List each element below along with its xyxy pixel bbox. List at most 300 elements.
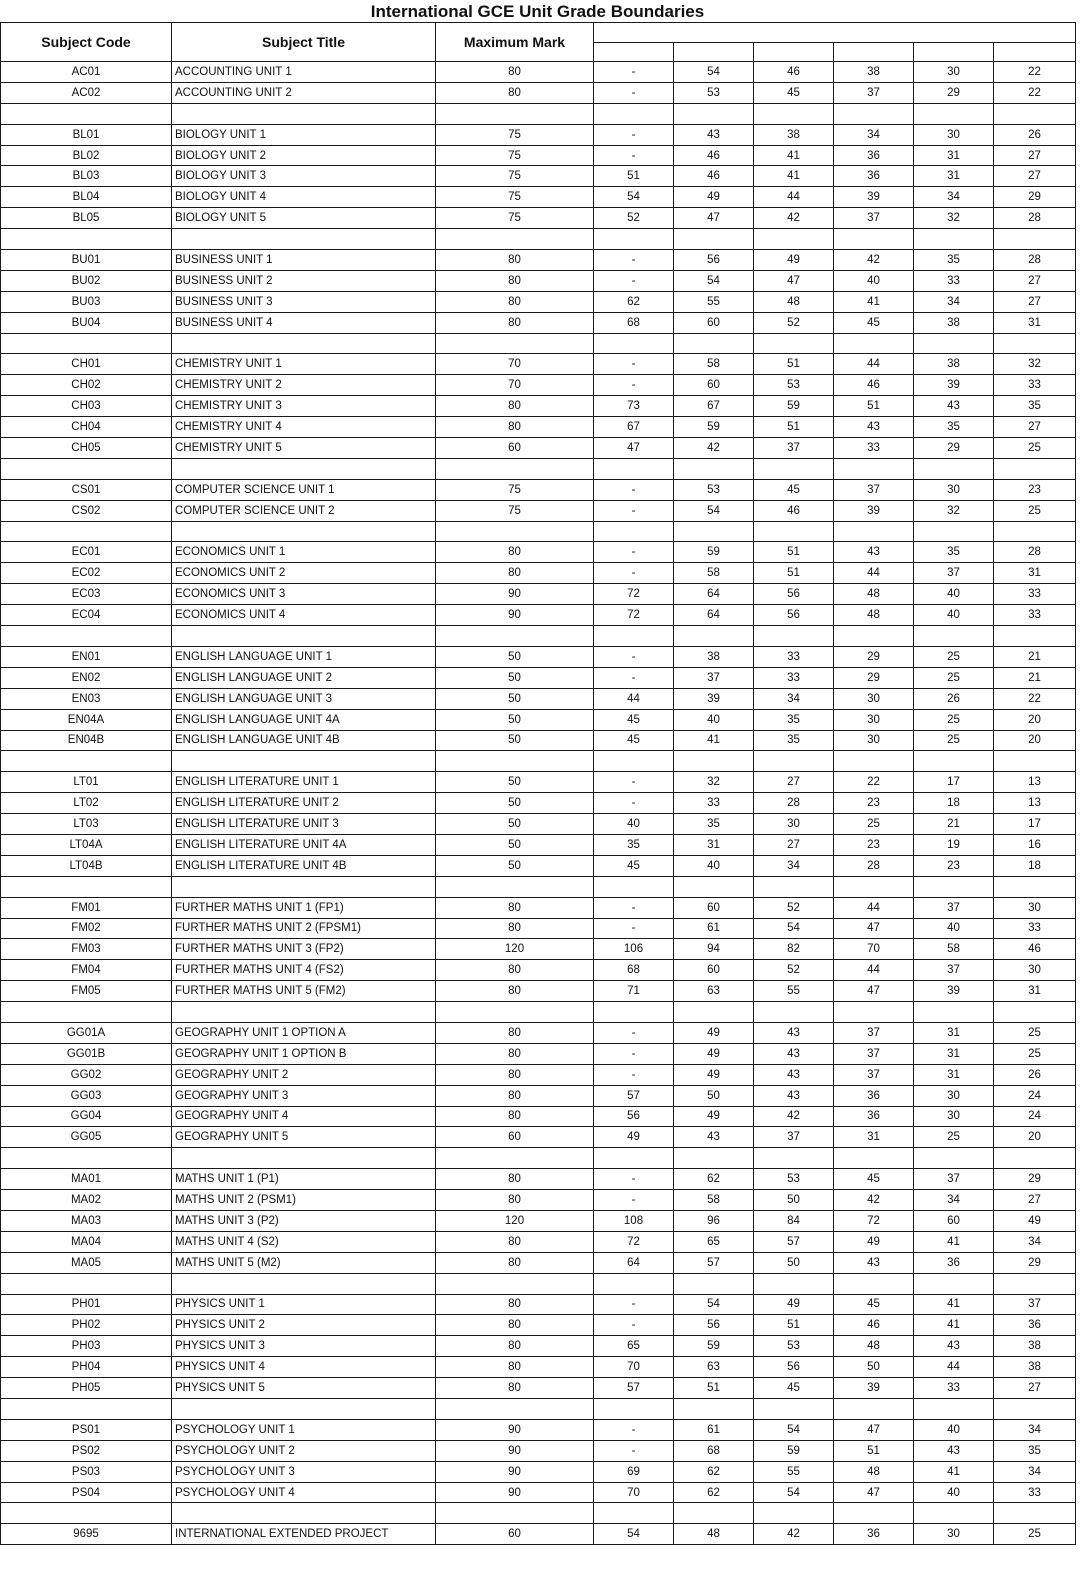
empty-cell bbox=[834, 333, 914, 354]
maximum-mark: 90 bbox=[436, 1440, 594, 1461]
grade-boundary: 43 bbox=[914, 396, 994, 417]
grade-boundary: 63 bbox=[674, 981, 754, 1002]
grade-boundary: 37 bbox=[914, 563, 994, 584]
subject-code: LT04A bbox=[1, 834, 172, 855]
subject-code: PH05 bbox=[1, 1378, 172, 1399]
table-row bbox=[1, 709, 1076, 730]
maximum-mark: 120 bbox=[436, 1210, 594, 1231]
subject-title: PHYSICS UNIT 3 bbox=[172, 1336, 436, 1357]
grade-boundary: 41 bbox=[754, 145, 834, 166]
subject-code: AC02 bbox=[1, 82, 172, 103]
grade-boundary: 23 bbox=[834, 834, 914, 855]
empty-cell bbox=[674, 103, 754, 124]
grade-boundary: 25 bbox=[994, 500, 1076, 521]
grade-boundary: - bbox=[594, 500, 674, 521]
empty-cell bbox=[914, 1002, 994, 1023]
grade-boundary: 22 bbox=[994, 688, 1076, 709]
grade-boundary: 48 bbox=[834, 1336, 914, 1357]
grade-boundary: 25 bbox=[994, 1524, 1076, 1545]
table-row bbox=[1, 563, 1076, 584]
grade-boundary: 45 bbox=[834, 1294, 914, 1315]
grade-boundary: 34 bbox=[914, 187, 994, 208]
empty-cell bbox=[674, 229, 754, 250]
grade-boundary: 34 bbox=[754, 688, 834, 709]
grade-boundary: 28 bbox=[994, 208, 1076, 229]
grade-boundary: 50 bbox=[754, 1252, 834, 1273]
empty-cell bbox=[994, 458, 1076, 479]
grade-boundary: 62 bbox=[594, 291, 674, 312]
maximum-mark: 80 bbox=[436, 563, 594, 584]
subject-title: COMPUTER SCIENCE UNIT 1 bbox=[172, 479, 436, 500]
grade-boundary: 34 bbox=[914, 1190, 994, 1211]
empty-cell bbox=[436, 751, 594, 772]
empty-cell bbox=[172, 751, 436, 772]
empty-cell bbox=[674, 1399, 754, 1420]
grade-boundary: 36 bbox=[834, 166, 914, 187]
grade-boundary: 45 bbox=[834, 1169, 914, 1190]
subject-title: FURTHER MATHS UNIT 5 (FM2) bbox=[172, 981, 436, 1002]
empty-cell bbox=[674, 521, 754, 542]
subject-title: MATHS UNIT 1 (P1) bbox=[172, 1169, 436, 1190]
grade-boundary: 33 bbox=[994, 1482, 1076, 1503]
grade-boundary: 30 bbox=[994, 897, 1076, 918]
maximum-mark: 50 bbox=[436, 855, 594, 876]
grade-boundary: 62 bbox=[674, 1461, 754, 1482]
grade-boundary: 40 bbox=[674, 709, 754, 730]
grade-boundary: - bbox=[594, 1190, 674, 1211]
grade-boundary: 35 bbox=[914, 417, 994, 438]
grade-boundary: 37 bbox=[834, 1064, 914, 1085]
spacer-row bbox=[1, 1148, 1076, 1169]
grade-boundary: 44 bbox=[834, 897, 914, 918]
grade-boundary: 20 bbox=[994, 730, 1076, 751]
grade-boundary: 31 bbox=[674, 834, 754, 855]
grade-boundary: 73 bbox=[594, 396, 674, 417]
table-row bbox=[1, 730, 1076, 751]
maximum-mark: 80 bbox=[436, 1106, 594, 1127]
maximum-mark: 80 bbox=[436, 291, 594, 312]
grade-boundary: 43 bbox=[754, 1064, 834, 1085]
grade-boundary: 30 bbox=[914, 1085, 994, 1106]
empty-cell bbox=[594, 1503, 674, 1524]
grade-boundary: 35 bbox=[994, 396, 1076, 417]
grade-boundary: 47 bbox=[594, 438, 674, 459]
maximum-mark: 70 bbox=[436, 375, 594, 396]
subject-title: ENGLISH LITERATURE UNIT 1 bbox=[172, 772, 436, 793]
empty-cell bbox=[436, 229, 594, 250]
spacer-row bbox=[1, 521, 1076, 542]
grade-boundary: 21 bbox=[994, 667, 1076, 688]
grade-boundary: 68 bbox=[594, 312, 674, 333]
grade-boundary: 71 bbox=[594, 981, 674, 1002]
subject-code: EC02 bbox=[1, 563, 172, 584]
empty-cell bbox=[436, 1002, 594, 1023]
grade-boundary: 45 bbox=[754, 1378, 834, 1399]
maximum-mark: 80 bbox=[436, 417, 594, 438]
grade-boundary: 56 bbox=[754, 1357, 834, 1378]
grade-boundary: 46 bbox=[754, 62, 834, 83]
grade-boundary: 36 bbox=[834, 1085, 914, 1106]
grade-boundary: 30 bbox=[834, 688, 914, 709]
subject-title: MATHS UNIT 5 (M2) bbox=[172, 1252, 436, 1273]
subject-code: FM05 bbox=[1, 981, 172, 1002]
subject-code: PH01 bbox=[1, 1294, 172, 1315]
subject-code: FM02 bbox=[1, 918, 172, 939]
grade-boundary: 36 bbox=[994, 1315, 1076, 1336]
grade-boundary: 27 bbox=[994, 1378, 1076, 1399]
grade-boundary: 51 bbox=[754, 542, 834, 563]
grade-boundary: 72 bbox=[594, 1231, 674, 1252]
subject-code: MA05 bbox=[1, 1252, 172, 1273]
table-row bbox=[1, 1043, 1076, 1064]
empty-cell bbox=[594, 1399, 674, 1420]
maximum-mark: 75 bbox=[436, 479, 594, 500]
empty-cell bbox=[594, 876, 674, 897]
grade-boundary: 20 bbox=[994, 709, 1076, 730]
grade-boundary: 40 bbox=[914, 918, 994, 939]
grade-boundary: 50 bbox=[754, 1190, 834, 1211]
subject-code: PS04 bbox=[1, 1482, 172, 1503]
grade-boundary: - bbox=[594, 270, 674, 291]
empty-cell bbox=[674, 626, 754, 647]
grade-boundary: 37 bbox=[834, 1043, 914, 1064]
grade-boundary: 41 bbox=[674, 730, 754, 751]
empty-cell bbox=[436, 876, 594, 897]
table-row bbox=[1, 939, 1076, 960]
empty-cell bbox=[754, 333, 834, 354]
grade-boundary: 41 bbox=[914, 1294, 994, 1315]
grade-boundary: 62 bbox=[674, 1482, 754, 1503]
grade-boundary: 48 bbox=[834, 1461, 914, 1482]
empty-cell bbox=[914, 1503, 994, 1524]
empty-cell bbox=[994, 521, 1076, 542]
grade-boundary: 54 bbox=[594, 187, 674, 208]
grade-boundary: 27 bbox=[994, 270, 1076, 291]
grade-boundary: - bbox=[594, 82, 674, 103]
grade-boundary: - bbox=[594, 646, 674, 667]
grade-boundary: 108 bbox=[594, 1210, 674, 1231]
subject-code: MA03 bbox=[1, 1210, 172, 1231]
grade-boundary: 43 bbox=[754, 1043, 834, 1064]
empty-cell bbox=[754, 1273, 834, 1294]
table-row bbox=[1, 1106, 1076, 1127]
grade-boundary: 49 bbox=[834, 1231, 914, 1252]
grade-boundary: 30 bbox=[914, 479, 994, 500]
grade-boundary: 37 bbox=[834, 208, 914, 229]
grade-boundary: 42 bbox=[834, 1190, 914, 1211]
empty-cell bbox=[754, 1148, 834, 1169]
empty-cell bbox=[754, 1002, 834, 1023]
grade-boundary: 63 bbox=[674, 1357, 754, 1378]
table-row bbox=[1, 1190, 1076, 1211]
grade-boundary: 62 bbox=[674, 1169, 754, 1190]
table-row bbox=[1, 270, 1076, 291]
grade-boundary: 58 bbox=[674, 354, 754, 375]
subject-title: BIOLOGY UNIT 2 bbox=[172, 145, 436, 166]
grade-boundary: 22 bbox=[994, 82, 1076, 103]
empty-cell bbox=[834, 103, 914, 124]
grade-boundary: 59 bbox=[674, 1336, 754, 1357]
grade-boundary: - bbox=[594, 793, 674, 814]
grade-boundary: 29 bbox=[994, 1169, 1076, 1190]
grade-boundary: 33 bbox=[914, 1378, 994, 1399]
grade-boundary: 32 bbox=[994, 354, 1076, 375]
grade-boundary: 45 bbox=[594, 709, 674, 730]
maximum-mark: 80 bbox=[436, 918, 594, 939]
maximum-mark: 80 bbox=[436, 542, 594, 563]
table-row bbox=[1, 646, 1076, 667]
grade-boundary: 49 bbox=[674, 187, 754, 208]
grade-boundary: 31 bbox=[914, 166, 994, 187]
subject-title: ENGLISH LANGUAGE UNIT 4B bbox=[172, 730, 436, 751]
grade-boundary: 26 bbox=[994, 124, 1076, 145]
grade-boundary: - bbox=[594, 1169, 674, 1190]
grade-boundary: - bbox=[594, 1294, 674, 1315]
subject-title: BUSINESS UNIT 2 bbox=[172, 270, 436, 291]
grade-boundary: 64 bbox=[594, 1252, 674, 1273]
grade-boundary: 25 bbox=[994, 1022, 1076, 1043]
empty-cell bbox=[172, 333, 436, 354]
maximum-mark: 80 bbox=[436, 250, 594, 271]
empty-cell bbox=[834, 1399, 914, 1420]
grade-boundary: 43 bbox=[914, 1440, 994, 1461]
table-row bbox=[1, 438, 1076, 459]
subject-code: GG03 bbox=[1, 1085, 172, 1106]
subject-title: ENGLISH LANGUAGE UNIT 2 bbox=[172, 667, 436, 688]
grade-boundary: 37 bbox=[834, 1022, 914, 1043]
subject-title: GEOGRAPHY UNIT 1 OPTION A bbox=[172, 1022, 436, 1043]
grade-boundary: 43 bbox=[754, 1085, 834, 1106]
grade-boundary: 31 bbox=[914, 145, 994, 166]
grade-boundary: 34 bbox=[994, 1419, 1076, 1440]
grade-boundary: - bbox=[594, 1315, 674, 1336]
grade-boundary: 21 bbox=[914, 814, 994, 835]
subject-code-header: Subject Code bbox=[1, 23, 172, 62]
grade-boundary: 31 bbox=[994, 981, 1076, 1002]
subject-title: COMPUTER SCIENCE UNIT 2 bbox=[172, 500, 436, 521]
grade-boundary: 106 bbox=[594, 939, 674, 960]
empty-cell bbox=[172, 521, 436, 542]
maximum-mark: 80 bbox=[436, 1190, 594, 1211]
empty-cell bbox=[172, 1399, 436, 1420]
subject-title: ENGLISH LANGUAGE UNIT 3 bbox=[172, 688, 436, 709]
grade-boundary: 59 bbox=[674, 542, 754, 563]
empty-cell bbox=[436, 626, 594, 647]
grade-boundary: 44 bbox=[754, 187, 834, 208]
grade-boundary: - bbox=[594, 250, 674, 271]
empty-cell bbox=[1, 333, 172, 354]
grade-boundary: 37 bbox=[754, 438, 834, 459]
subject-code: MA01 bbox=[1, 1169, 172, 1190]
spacer-row bbox=[1, 1002, 1076, 1023]
grade-boundary: 35 bbox=[594, 834, 674, 855]
grade-boundary: 38 bbox=[834, 62, 914, 83]
table-row bbox=[1, 918, 1076, 939]
maximum-mark: 50 bbox=[436, 793, 594, 814]
grade-boundary: 38 bbox=[914, 312, 994, 333]
grade-boundary: 43 bbox=[914, 1336, 994, 1357]
empty-cell bbox=[834, 751, 914, 772]
subject-code: PS02 bbox=[1, 1440, 172, 1461]
grade-boundary: 29 bbox=[834, 646, 914, 667]
grade-boundary: 56 bbox=[674, 250, 754, 271]
subject-title: GEOGRAPHY UNIT 2 bbox=[172, 1064, 436, 1085]
subject-title: PHYSICS UNIT 5 bbox=[172, 1378, 436, 1399]
subject-title: ENGLISH LITERATURE UNIT 2 bbox=[172, 793, 436, 814]
grade-boundary: 35 bbox=[914, 250, 994, 271]
empty-cell bbox=[674, 751, 754, 772]
grade-header-cell bbox=[914, 42, 994, 62]
grade-boundary: 51 bbox=[754, 1315, 834, 1336]
maximum-mark: 90 bbox=[436, 1419, 594, 1440]
grade-boundary: 29 bbox=[994, 1252, 1076, 1273]
grade-boundary: 51 bbox=[834, 396, 914, 417]
subject-title: FURTHER MATHS UNIT 4 (FS2) bbox=[172, 960, 436, 981]
grade-boundary: 43 bbox=[674, 124, 754, 145]
grade-boundary: 31 bbox=[914, 1043, 994, 1064]
grade-boundary: 30 bbox=[834, 709, 914, 730]
table-row bbox=[1, 855, 1076, 876]
grade-boundary: 39 bbox=[834, 187, 914, 208]
grade-boundary: 26 bbox=[994, 1064, 1076, 1085]
empty-cell bbox=[172, 1148, 436, 1169]
maximum-mark: 75 bbox=[436, 187, 594, 208]
empty-cell bbox=[994, 1399, 1076, 1420]
table-row bbox=[1, 82, 1076, 103]
table-row bbox=[1, 1085, 1076, 1106]
header-row bbox=[1, 23, 1076, 43]
empty-cell bbox=[594, 333, 674, 354]
maximum-mark: 80 bbox=[436, 897, 594, 918]
table-row bbox=[1, 1210, 1076, 1231]
grade-boundary: - bbox=[594, 542, 674, 563]
grade-boundary: 48 bbox=[674, 1524, 754, 1545]
grade-boundary: 21 bbox=[994, 646, 1076, 667]
grade-boundary: - bbox=[594, 667, 674, 688]
empty-cell bbox=[754, 626, 834, 647]
table-row bbox=[1, 124, 1076, 145]
grade-boundary: 23 bbox=[914, 855, 994, 876]
subject-code: BU04 bbox=[1, 312, 172, 333]
grade-boundary: 34 bbox=[994, 1461, 1076, 1482]
subject-title: BUSINESS UNIT 3 bbox=[172, 291, 436, 312]
empty-cell bbox=[594, 229, 674, 250]
table-row bbox=[1, 312, 1076, 333]
grade-boundary: 25 bbox=[914, 1127, 994, 1148]
grade-boundary: 58 bbox=[674, 1190, 754, 1211]
maximum-mark: 70 bbox=[436, 354, 594, 375]
table-row bbox=[1, 291, 1076, 312]
grade-boundary: 61 bbox=[674, 1419, 754, 1440]
subject-code: EC01 bbox=[1, 542, 172, 563]
grade-header-cell bbox=[754, 42, 834, 62]
empty-cell bbox=[172, 458, 436, 479]
table-row bbox=[1, 1461, 1076, 1482]
maximum-mark: 50 bbox=[436, 709, 594, 730]
grade-boundary: 37 bbox=[994, 1294, 1076, 1315]
subject-title: MATHS UNIT 3 (P2) bbox=[172, 1210, 436, 1231]
empty-cell bbox=[994, 103, 1076, 124]
grade-boundary: 28 bbox=[834, 855, 914, 876]
subject-title: CHEMISTRY UNIT 2 bbox=[172, 375, 436, 396]
grade-boundary: 32 bbox=[914, 208, 994, 229]
table-row bbox=[1, 688, 1076, 709]
empty-cell bbox=[994, 1002, 1076, 1023]
empty-cell bbox=[754, 751, 834, 772]
subject-code: EN03 bbox=[1, 688, 172, 709]
maximum-mark: 50 bbox=[436, 772, 594, 793]
empty-cell bbox=[834, 1002, 914, 1023]
subject-title: PSYCHOLOGY UNIT 1 bbox=[172, 1419, 436, 1440]
spacer-row bbox=[1, 333, 1076, 354]
table-body bbox=[1, 62, 1076, 1545]
grade-boundary: 30 bbox=[914, 1106, 994, 1127]
maximum-mark: 75 bbox=[436, 208, 594, 229]
grade-boundary: 37 bbox=[674, 667, 754, 688]
grade-boundary: 23 bbox=[834, 793, 914, 814]
empty-cell bbox=[674, 1148, 754, 1169]
subject-title: PSYCHOLOGY UNIT 2 bbox=[172, 1440, 436, 1461]
subject-title: CHEMISTRY UNIT 1 bbox=[172, 354, 436, 375]
grade-boundary: 68 bbox=[594, 960, 674, 981]
maximum-mark: 80 bbox=[436, 270, 594, 291]
grade-boundary: 34 bbox=[994, 1231, 1076, 1252]
grade-boundary: 49 bbox=[674, 1106, 754, 1127]
maximum-mark: 60 bbox=[436, 1524, 594, 1545]
grade-boundary: 70 bbox=[834, 939, 914, 960]
grade-boundary: 54 bbox=[754, 918, 834, 939]
grade-boundary: 25 bbox=[914, 646, 994, 667]
maximum-mark: 80 bbox=[436, 1336, 594, 1357]
grade-boundary: - bbox=[594, 479, 674, 500]
empty-cell bbox=[436, 1148, 594, 1169]
subject-title: MATHS UNIT 4 (S2) bbox=[172, 1231, 436, 1252]
subject-code: BU03 bbox=[1, 291, 172, 312]
grade-boundary: 17 bbox=[914, 772, 994, 793]
grade-boundary: 60 bbox=[674, 897, 754, 918]
grade-boundary: 47 bbox=[834, 1419, 914, 1440]
table-row bbox=[1, 772, 1076, 793]
table-row bbox=[1, 605, 1076, 626]
empty-cell bbox=[436, 458, 594, 479]
grade-header-cell bbox=[594, 42, 674, 62]
grade-boundary: 50 bbox=[834, 1357, 914, 1378]
empty-cell bbox=[914, 1399, 994, 1420]
grade-boundary: 53 bbox=[754, 1169, 834, 1190]
subject-title: ECONOMICS UNIT 2 bbox=[172, 563, 436, 584]
grade-boundary: 60 bbox=[674, 960, 754, 981]
grade-boundary: 31 bbox=[994, 312, 1076, 333]
grade-boundary: - bbox=[594, 145, 674, 166]
grade-boundary: 37 bbox=[754, 1127, 834, 1148]
subject-title: ENGLISH LITERATURE UNIT 3 bbox=[172, 814, 436, 835]
grade-boundary: 67 bbox=[594, 417, 674, 438]
grade-boundary: 51 bbox=[834, 1440, 914, 1461]
grade-boundary: 37 bbox=[914, 1169, 994, 1190]
subject-code: PS01 bbox=[1, 1419, 172, 1440]
grade-boundary: 70 bbox=[594, 1357, 674, 1378]
empty-cell bbox=[594, 1148, 674, 1169]
subject-code: FM01 bbox=[1, 897, 172, 918]
subject-code: PH02 bbox=[1, 1315, 172, 1336]
table-row bbox=[1, 584, 1076, 605]
empty-cell bbox=[754, 103, 834, 124]
grade-boundary: 33 bbox=[994, 375, 1076, 396]
subject-title: GEOGRAPHY UNIT 3 bbox=[172, 1085, 436, 1106]
subject-title: FURTHER MATHS UNIT 3 (FP2) bbox=[172, 939, 436, 960]
subject-title: BIOLOGY UNIT 4 bbox=[172, 187, 436, 208]
empty-cell bbox=[914, 1273, 994, 1294]
